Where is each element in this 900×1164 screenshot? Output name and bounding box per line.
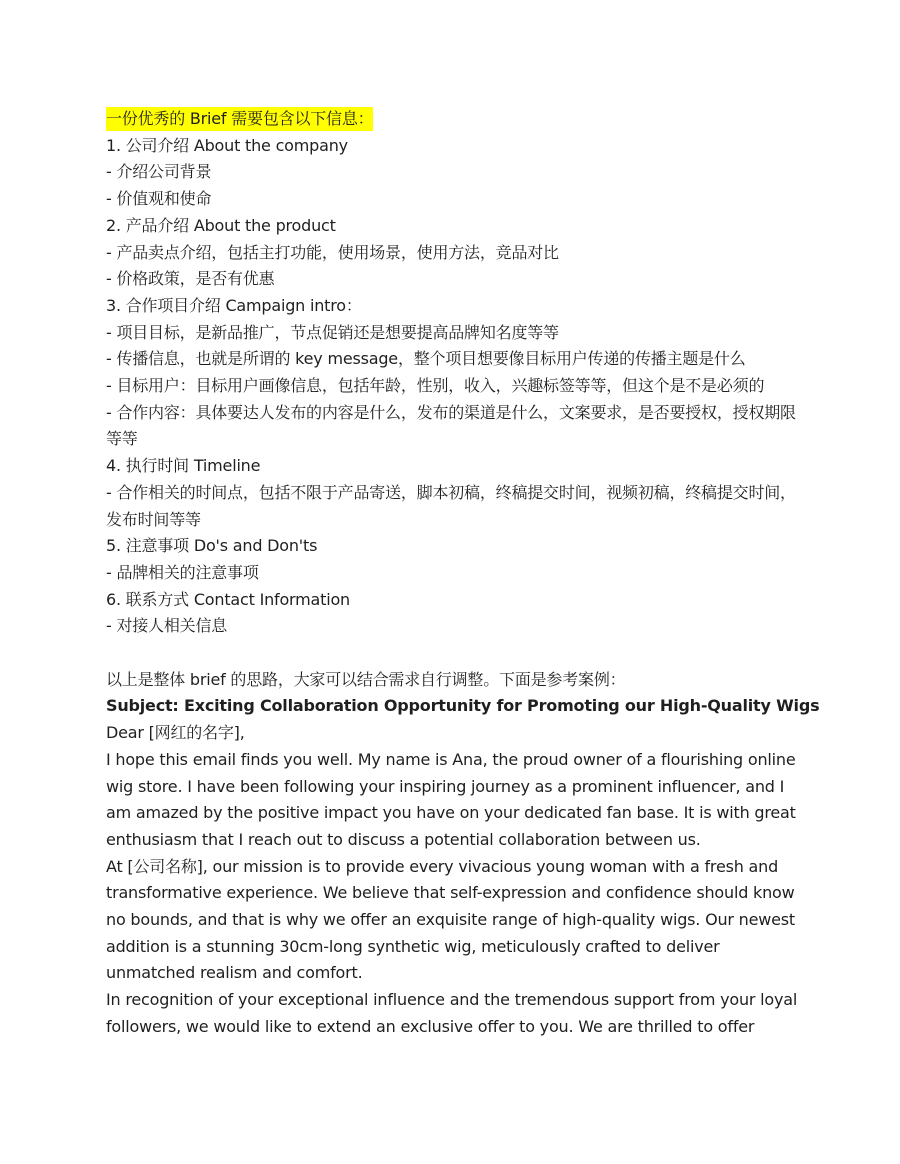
list-item: - 传播信息，也就是所谓的 key message，整个项目想要像目标用户传递的传播主题是什么 <box>106 349 746 369</box>
section-heading-company: 1. 公司介绍 About the company <box>106 135 348 155</box>
section-heading-dos-donts: 5. 注意事项 Do's and Don'ts <box>106 536 318 556</box>
section-heading-contact: 6. 联系方式 Contact Information <box>106 589 350 609</box>
list-item: - 品牌相关的注意事项 <box>106 562 259 582</box>
section-heading-product: 2. 产品介绍 About the product <box>106 215 336 235</box>
list-item: - 合作内容：具体要达人发布的内容是什么，发布的渠道是什么，文案要求，是否要授权，授权期限等等 <box>106 402 796 449</box>
email-paragraph: At [公司名称], our mission is to provide every vivacious young woman with a fresh and transformative experience. We believe that self-expression and confidence should know no bounds, and that is why we offer an exquisite range of high-quality wigs. Our newest addition is a stunning 30cm-long synthetic wig, meticulously crafted to deliver unmatched realism and comfort. <box>106 856 795 983</box>
list-item: - 产品卖点介绍，包括主打功能，使用场景，使用方法，竞品对比 <box>106 242 559 262</box>
list-item: - 价值观和使命 <box>106 189 212 209</box>
list-item: - 合作相关的时间点，包括不限于产品寄送，脚本初稿，终稿提交时间，视频初稿，终稿提交时间，发布时间等等 <box>106 482 796 529</box>
list-item: - 目标用户：目标用户画像信息，包括年龄，性别，收入，兴趣标签等等，但这个是不是必须的 <box>106 376 765 396</box>
section-heading-campaign: 3. 合作项目介绍 Campaign intro： <box>106 295 362 315</box>
example-intro: 以上是整体 brief 的思路，大家可以结合需求自行调整。下面是参考案例： <box>106 669 626 689</box>
list-item: - 价格政策，是否有优惠 <box>106 269 275 289</box>
brief-intro-highlight: 一份优秀的 Brief 需要包含以下信息： <box>106 107 373 131</box>
email-paragraph: In recognition of your exceptional influence and the tremendous support from your loyal followers, we would like to extend an exclusive offer to you. We are thrilled to offer <box>106 990 798 1036</box>
email-subject: Subject: Exciting Collaboration Opportunity for Promoting our High-Quality Wigs <box>106 696 820 716</box>
list-item: - 对接人相关信息 <box>106 616 228 636</box>
section-heading-timeline: 4. 执行时间 Timeline <box>106 456 261 476</box>
brief-intro-line <box>106 106 806 133</box>
list-item: - 项目目标，是新品推广，节点促销还是想要提高品牌知名度等等 <box>106 322 559 342</box>
email-greeting: Dear [网红的名字], <box>106 723 245 743</box>
paragraph-spacer <box>106 640 806 667</box>
list-item: - 介绍公司背景 <box>106 162 212 182</box>
email-paragraph: I hope this email finds you well. My name is Ana, the proud owner of a flourishing online wig store. I have been following your inspiring journey as a prominent influencer, and I am amazed by the positive impact you have on your dedicated fan base. It is with great enthusiasm that I reach out to discuss a potential collaboration between us. <box>106 749 796 849</box>
document-page <box>106 106 820 1041</box>
